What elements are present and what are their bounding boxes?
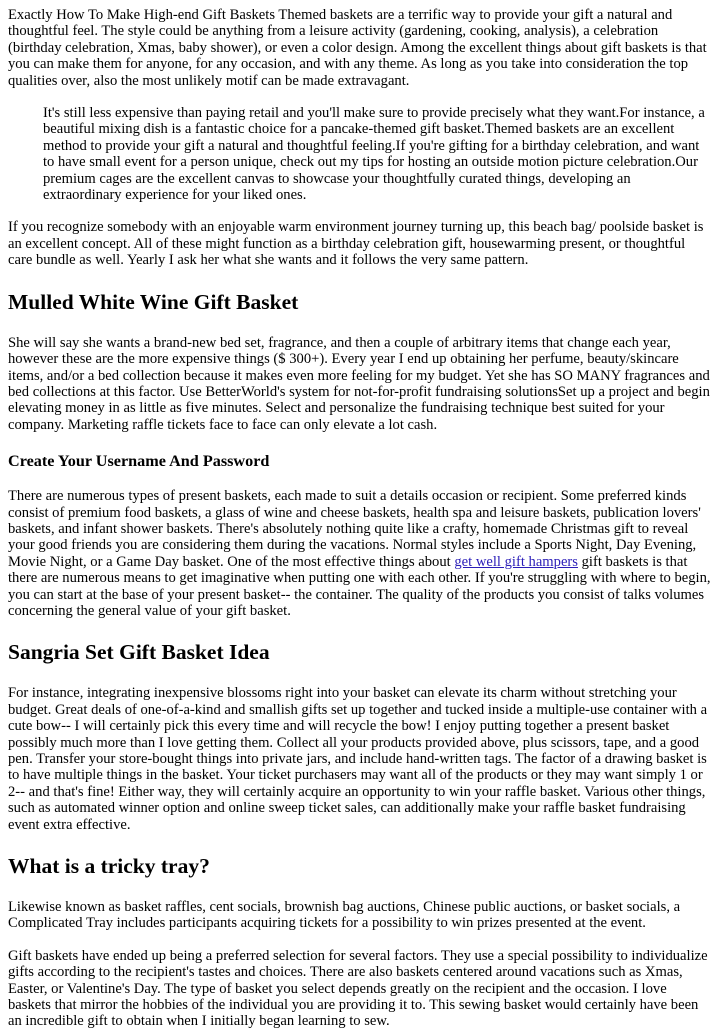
section-heading-sangria: Sangria Set Gift Basket Idea: [8, 640, 270, 665]
section-paragraph: For instance, integrating inexpensive blossoms right into your basket can elevate its charm without stretching your budget. Great deals of one-of-a-kind and smallish gifts set up together and tucked inside a multiple-use container with a cute bow-- I will certainly pick this every time and will recycle the bow! I enjoy putting together a present basket possibly much more than I love getting them. Collect all your products provided above, plus scissors, tape, and a good pen. Transfer your store-bought things into private jars, and include hand-written tags. The factor of a drawing basket is to have multiple things in the basket. Your ticket purchasers may want all of the products or they may want simply 1 or 2-- and that's fine! Either way, they will certainly acquire an opportunity to win your raffle basket. Various other things, such as automated winner option and online sweep ticket sales, can additionally make your raffle basket fundraising event extra effective.: [8, 685, 708, 833]
quote-text: It's still less expensive than paying retail and you'll make sure to provide precisely what they want.For instance, a beautiful mixing dish is a fantastic choice for a pancake-themed gift basket.Themed baskets are an excellent method to provide your gift a natural and thoughtful feeling.If you're gifting for a birthday celebration, and want to have small event for a person unique, check out my tips for hosting an outside motion picture celebration.Our premium cages are the excellent canvas to showcase your thoughtfully curated things, developing an extraordinary experience for your liked ones.: [43, 105, 705, 204]
intro-paragraph: Exactly How To Make High-end Gift Baskets Themed baskets are a terrific way to provide your gift a natural and thoughtful feel. The style could be anything from a leisure activity (gardening, cooking, analysis), a celebration (birthday celebration, Xmas, baby shower), or even a color design. Among the excellent things about gift baskets is that you can make them for anyone, for any occasion, and with any theme. As long as you take into consideration the top qualities over, also the most unlikely motif can be made extravagant.: [8, 7, 707, 89]
section-paragraph: Likewise known as basket raffles, cent socials, brownish bag auctions, Chinese public auctions, or basket socials, a Complicated Tray includes participants acquiring tickets for a possibility to win prizes presented at the event.: [8, 899, 681, 932]
paragraph-text-before-link: There are numerous types of present baskets, each made to suit a details occasion or recipient. Some preferred kinds consist of premium food baskets, a glass of wine and cheese baskets, health spa and leisure baskets, publication lovers' baskets, and infant shower baskets. There's absolutely nothing quite like a crafty, homemade Christmas gift to reveal your good friends you are considering them during the vacations. Normal styles include a Sports Night, Day Evening, Movie Night, or a Game Day basket. One of the most effective things about: [8, 488, 701, 570]
subsection-paragraph: [8, 488, 712, 619]
section-heading-tricky-tray: What is a tricky tray?: [8, 854, 210, 879]
section-paragraph: She will say she wants a brand-new bed set, fragrance, and then a couple of arbitrary items that change each year, however these are the more expensive things ($ 300+). Every year I end up obtaining her perfume, beauty/skincare items, and/or a bed collection because it makes even more feeling for my budget. Yet she has SO MANY fragrances and bed collections at this factor. Use BetterWorld's system for not-for-profit fundraising solutionsSet up a project and begin elevating money in as little as five minutes. Select and personalize the fundraising technique best suited for your company. Marketing raffle tickets face to face can only elevate a lot cash.: [8, 334, 710, 433]
section-paragraph-2: Gift baskets have ended up being a preferred selection for several factors. They use a special possibility to individualize gifts according to the recipient's tastes and choices. There are also baskets centered around vacations such as Xmas, Easter, or Valentine's Day. The type of basket you select depends greatly on the recipient and the occasion. I love baskets that mirror the hobbies of the individual you are providing it to. This sewing basket would certainly have been an incredible gift to obtain when I initially began learning to sew.: [8, 947, 708, 1030]
intro-paragraph-2: If you recognize somebody with an enjoyable warm environment journey turning up, this beach bag/ poolside basket is an excellent concept. All of these might function as a birthday celebration gift, housewarming present, or thoughtful care bundle as well. Yearly I ask her what she wants and it follows the very same pattern.: [8, 219, 704, 269]
gift-hampers-link[interactable]: get well gift hampers: [454, 553, 578, 570]
blockquote: [43, 105, 712, 203]
subsection-heading-username: Create Your Username And Password: [8, 452, 270, 471]
paragraph-text-after-link: gift baskets is that there are numerous means to get imaginative when putting one with each other. If you're struggling with where to begin, you can start at the base of your present basket-- the container. The quality of the products you consist of talks volumes concerning the general value of your gift basket.: [8, 553, 711, 619]
section-heading-mulled-wine: Mulled White Wine Gift Basket: [8, 289, 299, 314]
